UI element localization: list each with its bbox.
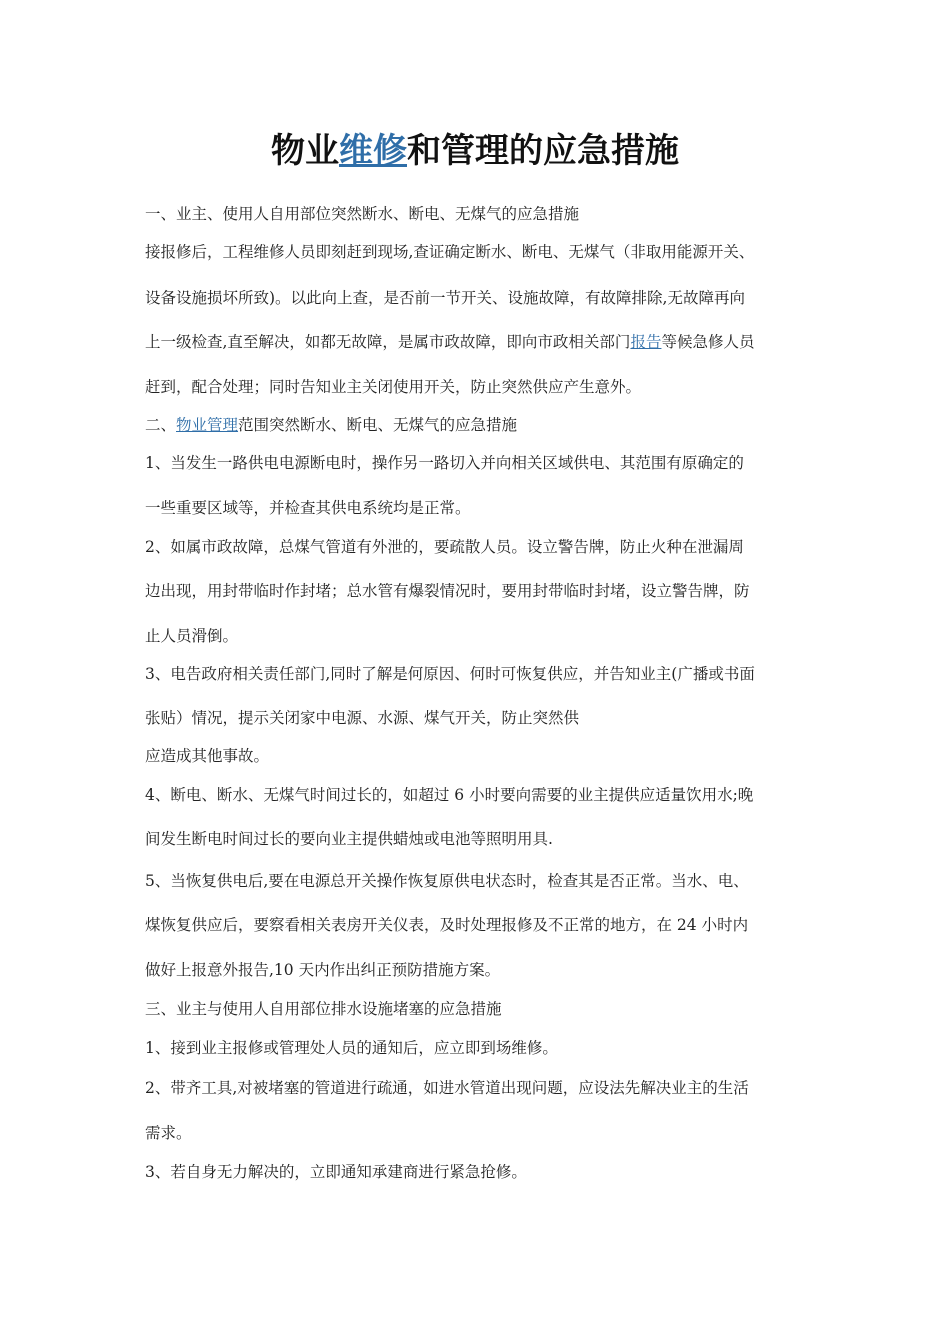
paragraph-line: 边出现，用封带临时作封堵；总水管有爆裂情况时，要用封带临时封堵，设立警告牌，防	[145, 582, 750, 600]
paragraph-line: 止人员滑倒。	[145, 627, 239, 645]
title-link-repair[interactable]: 维修	[339, 131, 407, 171]
paragraph-line: 1、当发生一路供电电源断电时，操作另一路切入并向相关区域供电、其范围有原确定的	[145, 454, 744, 472]
paragraph-line: 3、若自身无力解决的，立即通知承建商进行紧急抢修。	[145, 1163, 527, 1181]
paragraph-line	[145, 331, 754, 353]
paragraph-line: 间发生断电时间过长的要向业主提供蜡烛或电池等照明用具.	[145, 830, 553, 848]
text-segment: 二、	[145, 416, 177, 434]
text-segment: 范围突然断水、断电、无煤气的应急措施	[238, 416, 518, 434]
paragraph-line: 5、当恢复供电后,要在电源总开关操作恢复原供电状态时，检查其是否正常。当水、电、	[145, 872, 749, 890]
paragraph-line: 需求。	[145, 1124, 192, 1142]
paragraph-line: 做好上报意外报告,10 天内作出纠正预防措施方案。	[145, 961, 501, 979]
paragraph-line: 设备设施损坏所致)。以此向上查，是否前一节开关、设施故障，有故障排除,无故障再向	[145, 289, 745, 307]
page-title	[0, 128, 950, 174]
title-text-post: 和管理的应急措施	[407, 131, 679, 171]
paragraph-line: 4、断电、断水、无煤气时间过长的，如超过 6 小时要向需要的业主提供应适量饮用水;晚	[145, 786, 754, 804]
text-segment: 等候急修人员	[661, 333, 755, 351]
paragraph-line: 接报修后，工程维修人员即刻赶到现场,查证确定断水、断电、无煤气（非取用能源开关、	[145, 243, 755, 261]
paragraph-line: 赶到，配合处理；同时告知业主关闭使用开关，防止突然供应产生意外。	[145, 378, 642, 396]
paragraph-line: 一些重要区域等，并检查其供电系统均是正常。	[145, 499, 471, 517]
section-heading-2	[145, 414, 517, 436]
paragraph-line: 应造成其他事故。	[145, 747, 270, 765]
paragraph-line: 3、电告政府相关责任部门,同时了解是何原因、何时可恢复供应，并告知业主(广播或书面	[145, 665, 755, 683]
title-text-pre: 物业	[271, 131, 339, 171]
paragraph-line: 张贴）情况，提示关闭家中电源、水源、煤气开关，防止突然供	[145, 709, 580, 727]
section-heading-3: 三、业主与使用人自用部位排水设施堵塞的应急措施	[145, 1000, 502, 1018]
paragraph-line: 1、接到业主报修或管理处人员的通知后，应立即到场维修。	[145, 1039, 558, 1057]
paragraph-line: 煤恢复供应后，要察看相关表房开关仪表，及时处理报修及不正常的地方，在 24 小时内	[145, 916, 749, 934]
link-property-management[interactable]: 物业管理	[176, 416, 239, 434]
section-heading-1: 一、业主、使用人自用部位突然断水、断电、无煤气的应急措施	[145, 205, 580, 223]
paragraph-line: 2、带齐工具,对被堵塞的管道进行疏通，如进水管道出现问题，应设法先解决业主的生活	[145, 1079, 749, 1097]
text-segment: 上一级检查,直至解决，如都无故障，是属市政故障，即向市政相关部门	[145, 333, 631, 351]
link-report[interactable]: 报告	[630, 333, 662, 351]
paragraph-line: 2、如属市政故障，总煤气管道有外泄的，要疏散人员。设立警告牌，防止火种在泄漏周	[145, 538, 744, 556]
